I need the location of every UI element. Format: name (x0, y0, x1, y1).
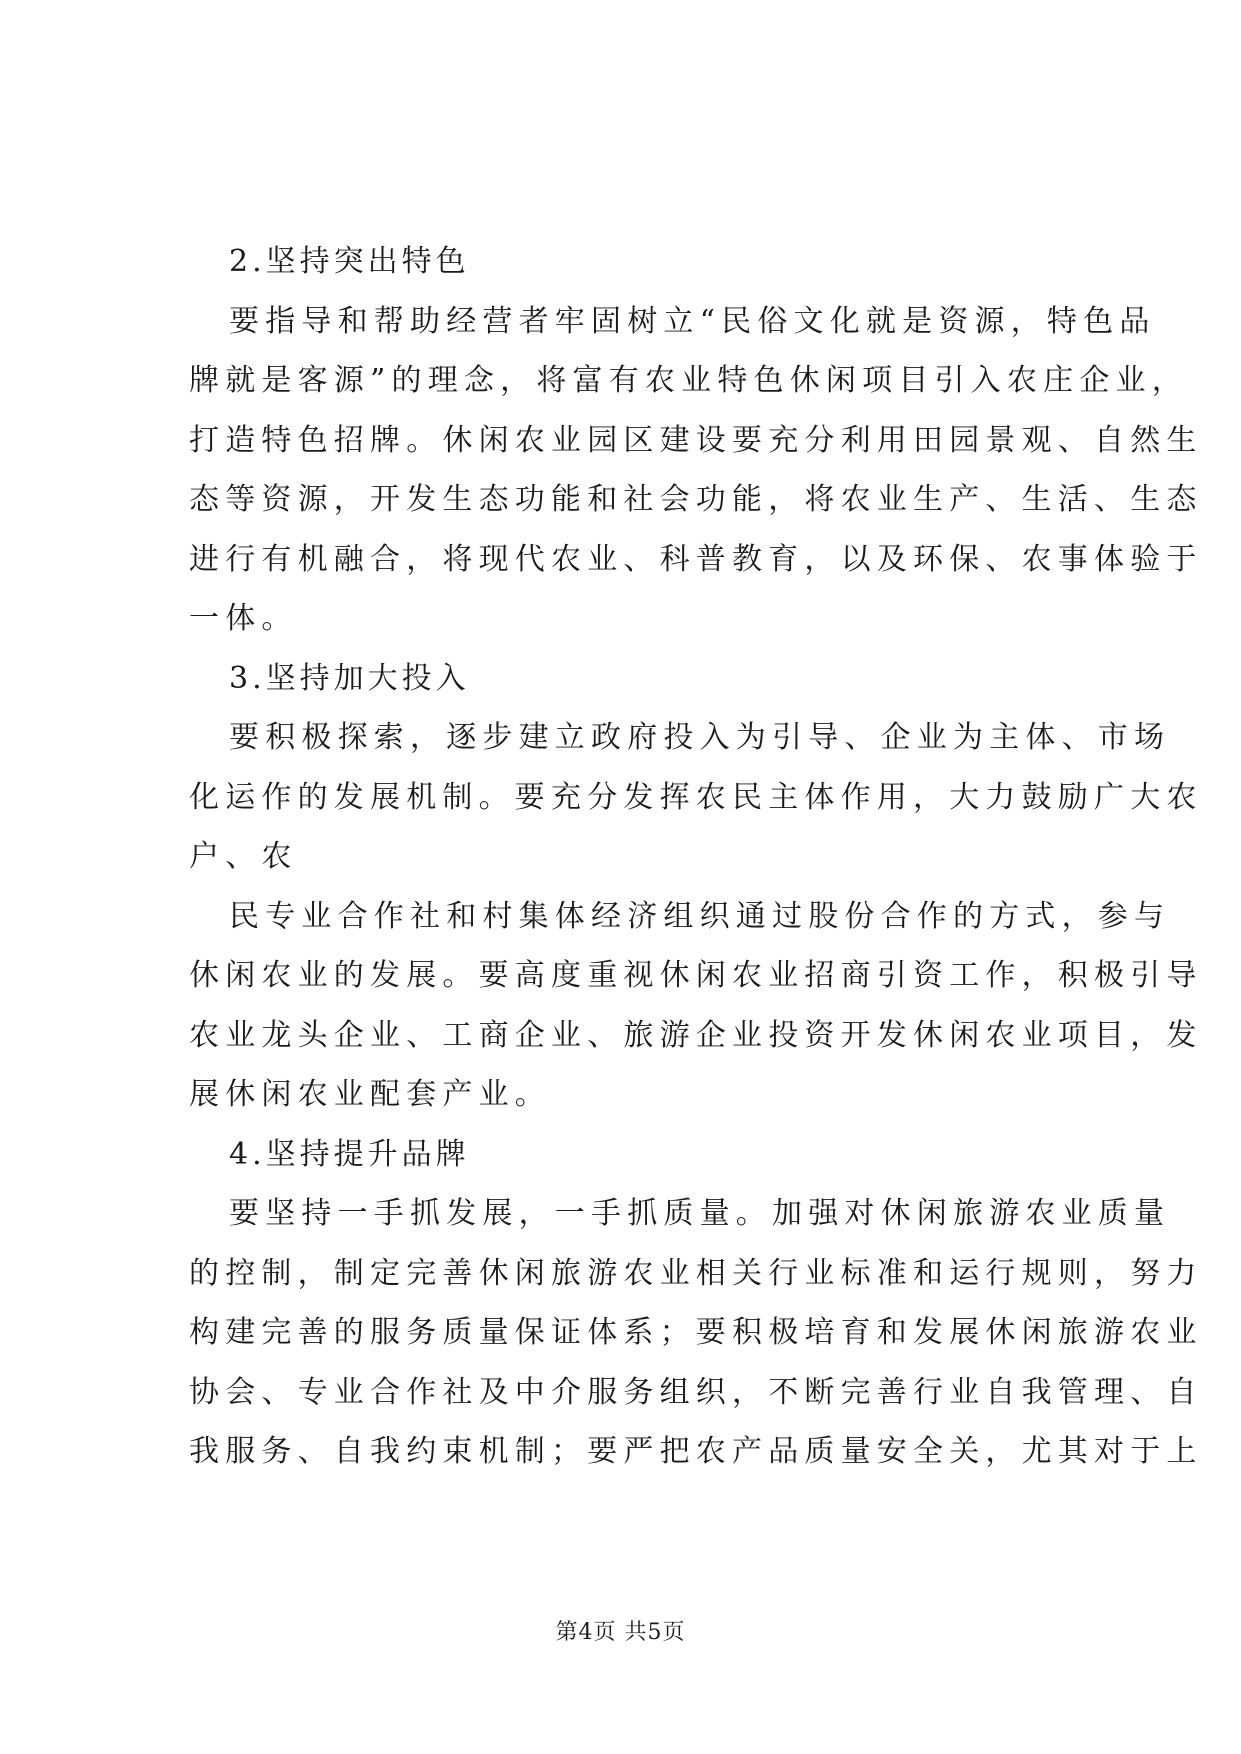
section-heading: 2.坚持突出特色 (229, 244, 470, 279)
paragraph-line: 态等资源，开发生态功能和社会功能，将农业生产、生活、生态 (189, 482, 1203, 517)
paragraph (189, 1184, 1203, 1482)
section-heading: 4.坚持提升品牌 (229, 1136, 470, 1172)
paragraph-line: 一体。 (189, 601, 298, 636)
paragraph-line: 的控制，制定完善休闲旅游农业相关行业标准和运行规则，努力 (189, 1255, 1203, 1291)
paragraph-line: 民专业合作社和村集体经济组织通过股份合作的方式，参与 (229, 898, 1171, 934)
paragraph-line: 休闲农业的发展。要高度重视休闲农业招商引资工作，积极引导 (189, 958, 1203, 993)
paragraph-line: 协会、专业合作社及中介服务组织，不断完善行业自我管理、自 (189, 1374, 1203, 1410)
paragraph-line: 展休闲农业配套产业。 (189, 1077, 551, 1112)
document-body (189, 232, 1203, 1482)
page-number-footer: 第4页 共5页 (555, 1620, 686, 1645)
paragraph-line: 农业龙头企业、工商企业、旅游企业投资开发休闲农业项目，发 (189, 1017, 1203, 1053)
paragraph-line: 要指导和帮助经营者牢固树立“民俗文化就是资源，特色品 (229, 303, 1156, 339)
paragraph-line: 要坚持一手抓发展，一手抓质量。加强对休闲旅游农业质量 (229, 1196, 1171, 1231)
paragraph-line: 化运作的发展机制。要充分发挥农民主体作用，大力鼓励广大农 (189, 779, 1203, 815)
paragraph-line: 打造特色招牌。休闲农业园区建设要充分利用田园景观、自然生 (189, 422, 1203, 458)
paragraph-line: 要积极探索，逐步建立政府投入为引导、企业为主体、市场 (229, 720, 1171, 755)
paragraph (189, 708, 1203, 887)
paragraph (189, 292, 1203, 649)
paragraph-line: 户、农 (189, 839, 298, 874)
paragraph-line: 我服务、自我约束机制；要严把农产品质量安全关，尤其对于上 (189, 1434, 1203, 1469)
paragraph-line: 牌就是客源”的理念，将富有农业特色休闲项目引入农庄企业， (189, 363, 1188, 398)
paragraph-line: 构建完善的服务质量保证体系；要积极培育和发展休闲旅游农业 (189, 1315, 1203, 1350)
section-heading: 3.坚持加大投入 (229, 660, 470, 696)
paragraph (189, 887, 1203, 1125)
paragraph-line: 进行有机融合，将现代农业、科普教育，以及环保、农事体验于 (189, 541, 1203, 577)
